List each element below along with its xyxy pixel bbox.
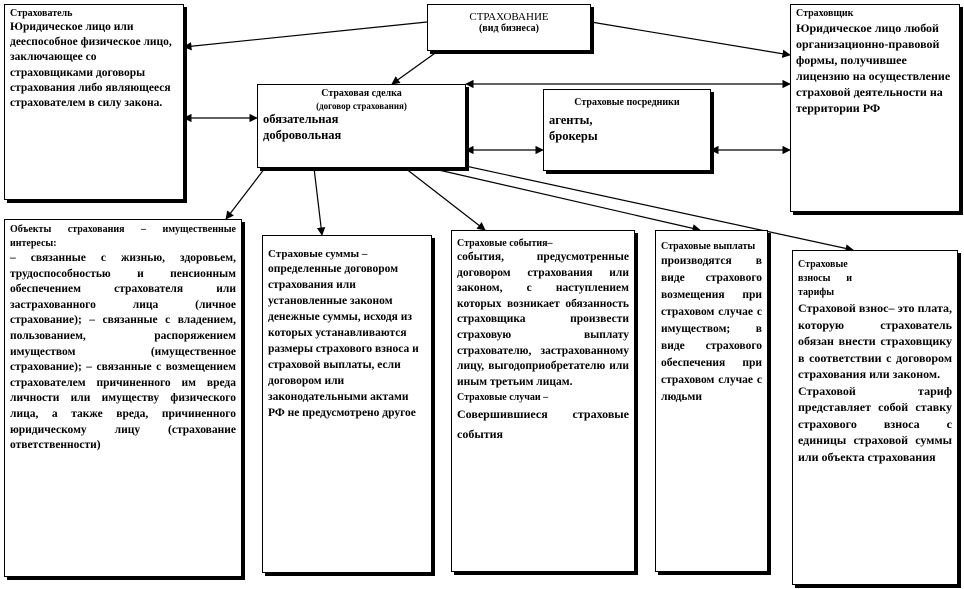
insurer-text: Юридическое лицо любой организационно-правовой формы, получившее лицензию на осуществление страховой деятельности на территории РФ xyxy=(796,21,951,115)
deal-mandatory: обязательная xyxy=(263,112,339,126)
objects-text: – связанные с жизнью, здоровьем, трудоспособностью и пенсионным обеспечением страхователя или застрахованного лица (личное страхование); – связанные с владением, пользованием, распоряжением имуществом (имущественное страхование); – связанные с возмещением страхователем причиненного им вреда личности или имуществу физического лица, а также вреда, причиненного юридическому лицу (страхование ответственности) xyxy=(10,252,236,452)
sums-text: определенные договором страхования или установленные законом денежные суммы, исходя из которых устанавливаются размеры страхового взноса и страховой выплаты, если договором или законодательными актами РФ не предусмотрено другое xyxy=(268,263,419,419)
payouts-text: производятся в виде страхового возмещения при страховом случае с имуществом; в виде страхового обеспечения при страховом случае с людьми xyxy=(661,255,762,403)
insurer-box xyxy=(790,4,960,212)
insurer-title: Страховщик xyxy=(796,8,854,19)
arrow-to-payouts xyxy=(430,168,700,230)
business-box xyxy=(427,4,591,51)
arrow-to-sums xyxy=(314,168,322,235)
insured-text: Юридическое лицо или дееспособное физическое лицо, заключающее со страховщиками договоры страхования либо являющееся страхователем в силу закона. xyxy=(10,21,172,110)
insured-box xyxy=(4,4,184,200)
events-title: Страховые события– xyxy=(457,238,553,249)
premiums-text-2: Страховой тариф представляет собой ставку страхового взноса с единицы страховой суммы или объекта страхования xyxy=(798,383,952,464)
premiums-title: Страховые взносы и тарифы xyxy=(798,259,852,298)
objects-box xyxy=(4,219,242,577)
sums-box xyxy=(262,235,432,573)
payouts-title: Страховые выплаты xyxy=(661,241,756,252)
arrow-to-insurer xyxy=(591,22,790,55)
cases-title: Страховые случаи – xyxy=(457,392,549,404)
intermediaries-agents: агенты, xyxy=(549,113,593,127)
insured-title: Страхователь xyxy=(10,8,73,19)
arrow-to-insured xyxy=(184,22,427,47)
intermediaries-box xyxy=(543,89,711,171)
intermediaries-brokers: брокеры xyxy=(549,128,598,143)
payouts-box xyxy=(655,230,768,572)
deal-voluntary: добровольная xyxy=(263,127,342,142)
cases-text: Совершившиеся страховые события xyxy=(457,407,629,442)
deal-box xyxy=(257,84,466,168)
business-subtitle: (вид бизнеса) xyxy=(478,23,540,34)
arrow-to-objects xyxy=(226,168,265,219)
objects-title: Объекты страхования – имущественные интересы: xyxy=(10,224,236,249)
arrow-to-deal xyxy=(392,51,438,84)
business-title: СТРАХОВАНИЕ xyxy=(469,11,549,23)
sums-title: Страховые суммы – xyxy=(268,248,368,260)
deal-subtitle: (договор страхования) xyxy=(316,101,407,111)
intermediaries-title: Страховые посредники xyxy=(574,97,680,108)
events-box xyxy=(451,230,635,572)
premiums-box xyxy=(792,250,958,585)
deal-title: Страховая сделка xyxy=(321,88,402,99)
events-text: события, предусмотренные договором страхования или законом, с наступлением которых возникает обязанность страховщика произвести страховую выплату страхователю, застрахованному лицу, выгодоприобретателю или иным третьим лицам. xyxy=(457,251,629,388)
premiums-text-1: Страховой взнос– это плата, которую страхователь обязан внести страховщику в соответствии с договором страхования или законом. xyxy=(798,301,952,381)
